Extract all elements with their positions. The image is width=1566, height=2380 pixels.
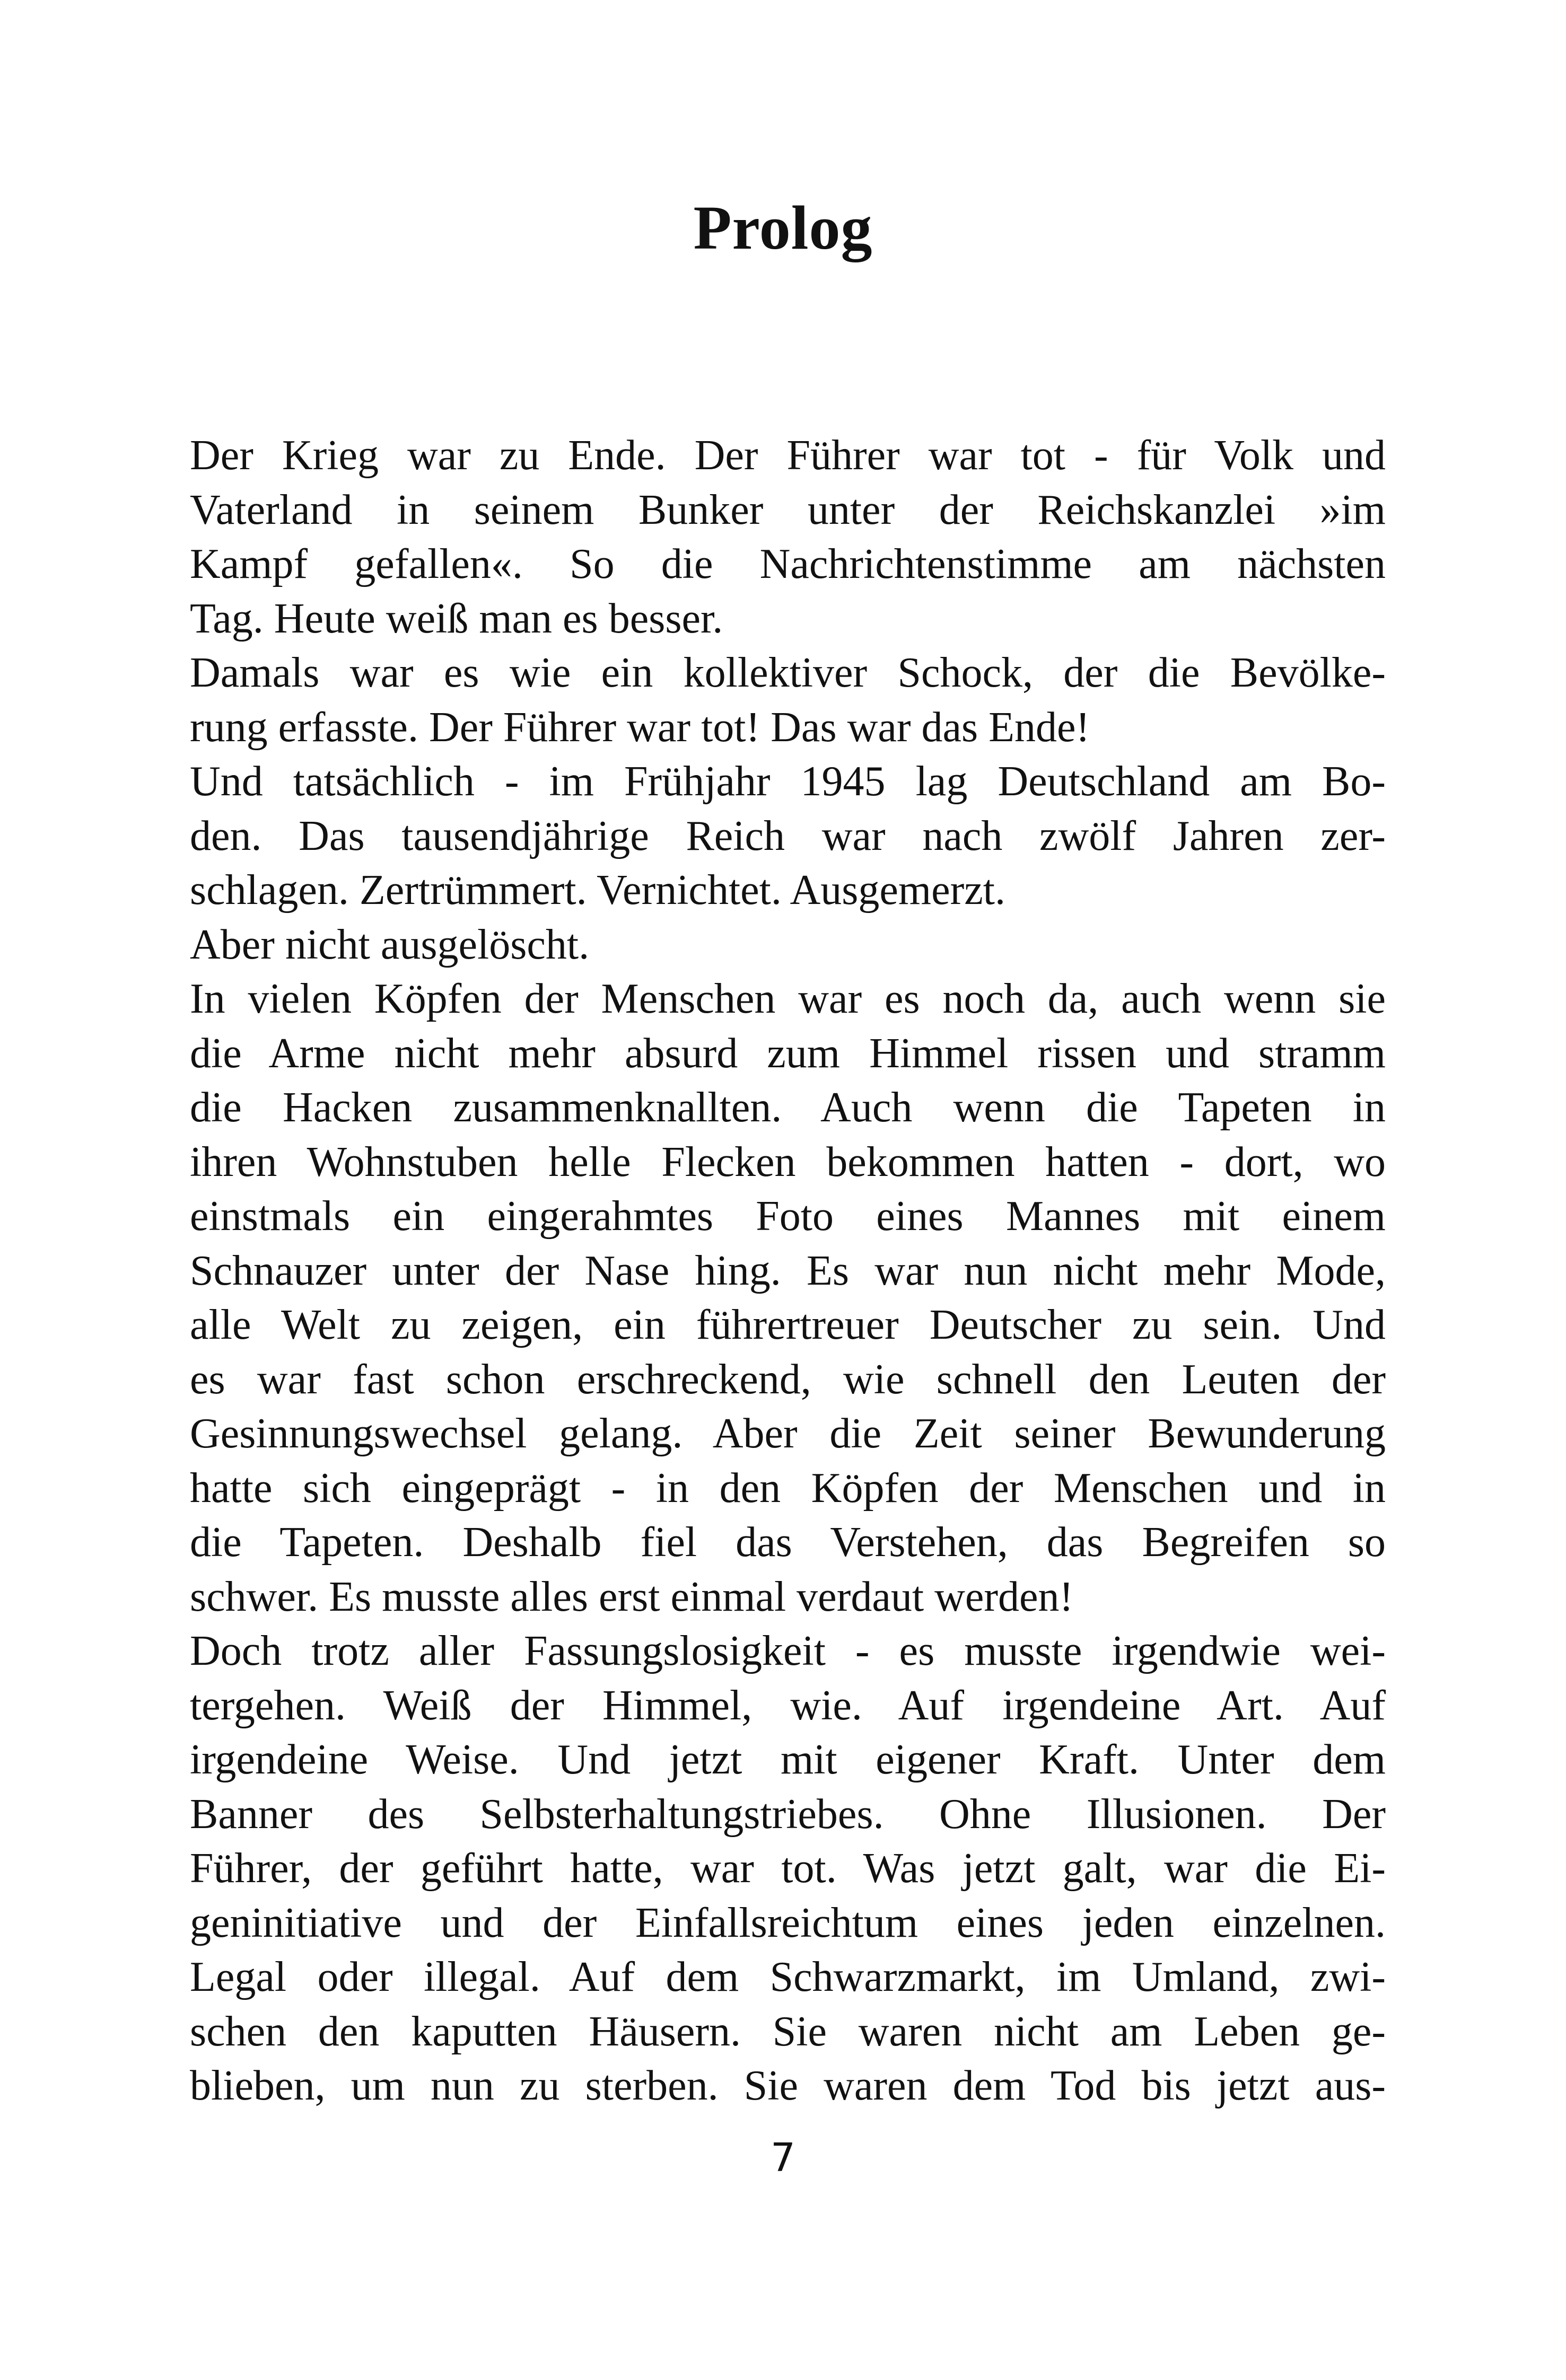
paragraph (190, 1624, 1386, 2113)
text-line: Der Krieg war zu Ende. Der Führer war tot - für Volk und (190, 432, 1386, 479)
text-line: die Tapeten. Deshalb fiel das Verstehen, das Begreifen so (190, 1519, 1386, 1566)
paragraph (190, 428, 1386, 646)
text-line: geninitiative und der Einfallsreichtum eines jeden einzelnen. (190, 1899, 1386, 1946)
text-line: blieben, um nun zu sterben. Sie waren dem Tod bis jetzt aus- (190, 2062, 1386, 2109)
text-line: den. Das tausendjährige Reich war nach zwölf Jahren zer- (190, 812, 1386, 859)
text-line: es war fast schon erschreckend, wie schnell den Leuten der (190, 1356, 1386, 1403)
text-line: schen den kaputten Häusern. Sie waren nicht am Leben ge- (190, 2008, 1386, 2055)
text-line: tergehen. Weiß der Himmel, wie. Auf irgendeine Art. Auf (190, 1682, 1386, 1729)
text-line: alle Welt zu zeigen, ein führertreuer Deutscher zu sein. Und (190, 1302, 1386, 1348)
paragraph (190, 646, 1386, 754)
text-line: Banner des Selbsterhaltungstriebes. Ohne Illusionen. Der (190, 1790, 1386, 1838)
text-line: Führer, der geführt hatte, war tot. Was jetzt galt, war die Ei- (190, 1845, 1386, 1892)
text-line: schlagen. Zertrümmert. Vernichtet. Ausgemerzt. (190, 867, 1006, 914)
text-line: schwer. Es musste alles erst einmal verdaut werden! (190, 1573, 1074, 1620)
text-line: Gesinnungswechsel gelang. Aber die Zeit seiner Bewunderung (190, 1410, 1386, 1457)
text-line: Und tatsächlich - im Frühjahr 1945 lag Deutschland am Bo- (190, 758, 1386, 805)
text-line: die Hacken zusammenknallten. Auch wenn die Tapeten in (190, 1084, 1386, 1131)
chapter-title: Prolog (693, 193, 873, 262)
paragraph (190, 754, 1386, 918)
text-line: hatte sich eingeprägt - in den Köpfen der Menschen und in (190, 1464, 1386, 1512)
paragraph (190, 972, 1386, 1624)
text-line: einstmals ein eingerahmtes Foto eines Mannes mit einem (190, 1193, 1386, 1240)
body-text (190, 428, 1386, 2113)
page-number: 7 (770, 2135, 796, 2181)
text-line: ihren Wohnstuben helle Flecken bekommen hatten - dort, wo (190, 1138, 1386, 1185)
text-line: Doch trotz aller Fassungslosigkeit - es musste irgendwie wei- (190, 1628, 1386, 1674)
text-line: Schnauzer unter der Nase hing. Es war nun nicht mehr Mode, (190, 1247, 1386, 1294)
paragraph (190, 918, 1386, 972)
text-line: Damals war es wie ein kollektiver Schock, der die Bevölke- (190, 649, 1386, 696)
text-line: Legal oder illegal. Auf dem Schwarzmarkt, im Umland, zwi- (190, 1954, 1386, 2000)
text-line: In vielen Köpfen der Menschen war es noch da, auch wenn sie (190, 976, 1386, 1022)
text-line: Kampf gefallen«. So die Nachrichtenstimme am nächsten (190, 541, 1386, 587)
text-line: irgendeine Weise. Und jetzt mit eigener Kraft. Unter dem (190, 1736, 1386, 1783)
text-line: rung erfasste. Der Führer war tot! Das war das Ende! (190, 704, 1090, 751)
text-line: Vaterland in seinem Bunker unter der Reichskanzlei »im (190, 486, 1386, 533)
text-line: Tag. Heute weiß man es besser. (190, 595, 723, 642)
text-line: Aber nicht ausgelöscht. (190, 921, 590, 968)
text-line: die Arme nicht mehr absurd zum Himmel rissen und stramm (190, 1030, 1386, 1077)
